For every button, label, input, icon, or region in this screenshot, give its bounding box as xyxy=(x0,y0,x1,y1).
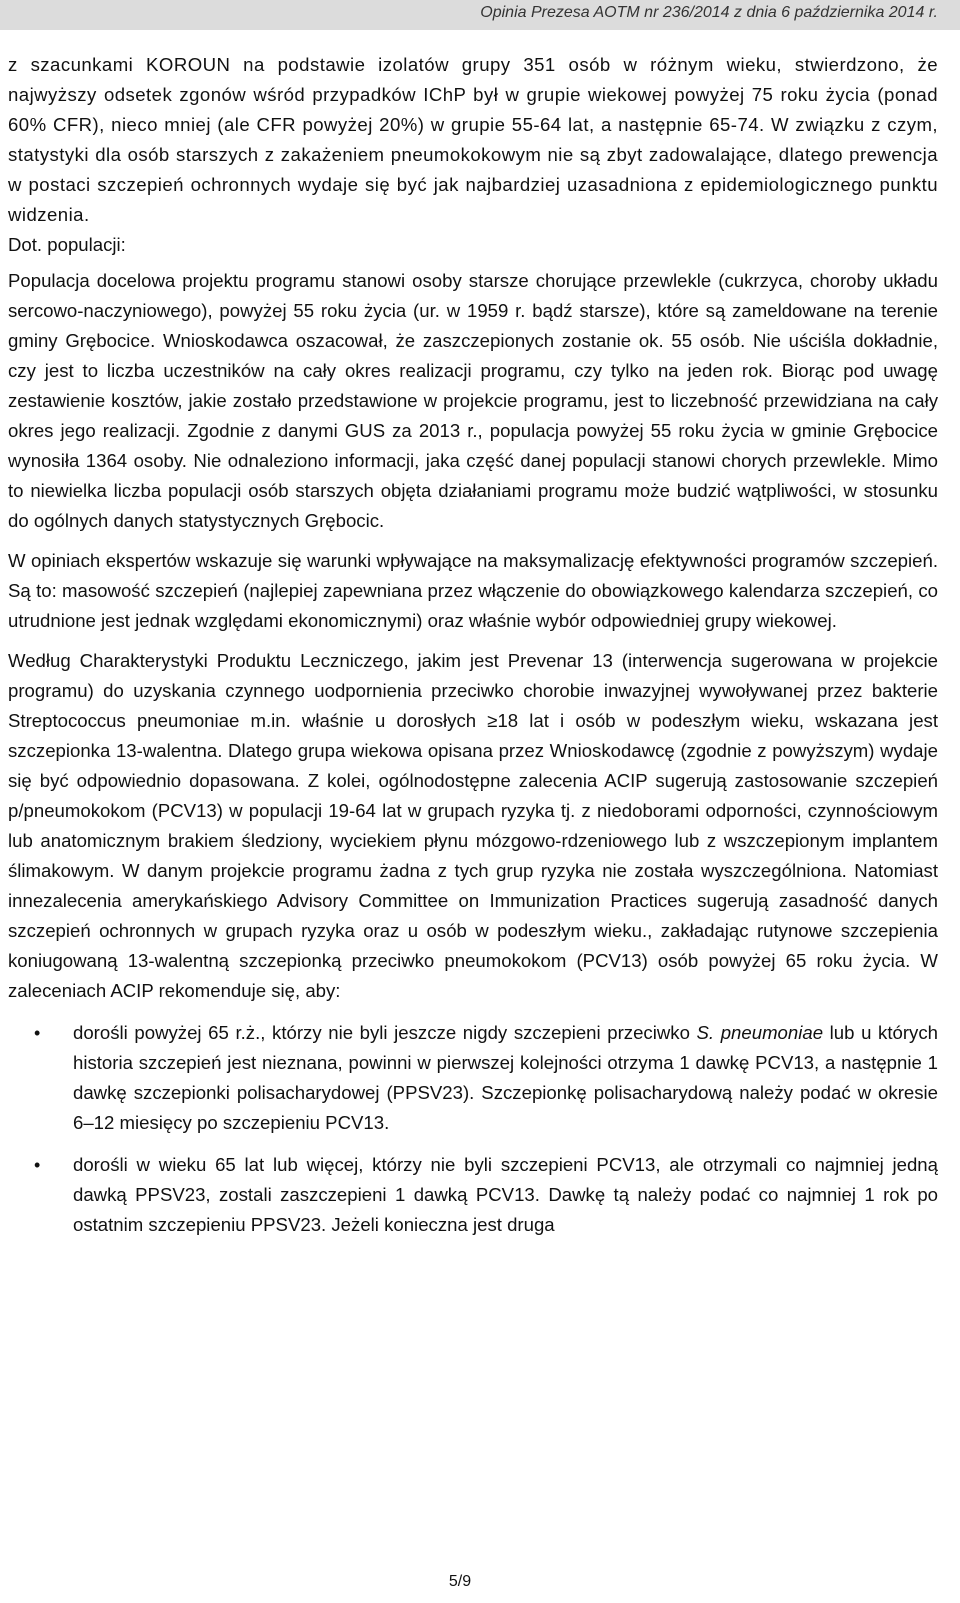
page-number: 5/9 xyxy=(448,1573,472,1590)
recommendation-list xyxy=(8,1018,938,1240)
bullet-1-species-name: S. pneumoniae xyxy=(696,1022,824,1043)
paragraph-3: W opiniach ekspertów wskazuje się warunki wpływające na maksymalizację efektywności programów szczepień. Są to: masowość szczepień (najlepiej zapewniana przez włączenie do obowiązkowego kalendarza szczepień, co utrudnione jest jednak względami ekonomicznymi) oraz właśnie wybór odpowiedniej grupy wiekowej. xyxy=(8,550,938,631)
header-title: Opinia Prezesa AOTM nr 236/2014 z dnia 6 października 2014 r. xyxy=(480,4,938,21)
list-item xyxy=(8,1150,938,1240)
bullet-icon: • xyxy=(34,1155,41,1175)
section-label-population: Dot. populacji: xyxy=(8,234,126,255)
page-header xyxy=(0,0,960,30)
bullet-1-text-end: lub u których historia szczepień jest nieznana, powinni w pierwszej kolejności otrzyma 1 dawkę PCV13, a następnie 1 dawkę szczepionki polisacharydowej (PPSV23). Szczepionkę polisacharydową należy podać w okresie 6–12 miesięcy po szczepieniu PCV13. xyxy=(73,1022,938,1133)
document-body xyxy=(8,50,938,1240)
bullet-icon: • xyxy=(34,1023,41,1043)
paragraph-2: Populacja docelowa projektu programu stanowi osoby starsze chorujące przewlekle (cukrzyca, choroby układu sercowo-naczyniowego), powyżej 55 roku życia (ur. w 1959 r. bądź starsze), które są zameldowane na terenie gminy Grębocice. Wnioskodawca oszacował, że zaszczepionych zostanie ok. 55 osób. Nie uściśla dokładnie, czy jest to liczba uczestników na cały okres realizacji programu, czy tylko na jeden rok. Biorąc pod uwagę zestawienie kosztów, jakie zostało przedstawione w projekcie programu, jest to liczebność przewidziana na cały okres jego realizacji. Zgodnie z danymi GUS za 2013 r., populacja powyżej 55 roku życia w gminie Grębocice wynosiła 1364 osoby. Nie odnaleziono informacji, jaka część danej populacji stanowi chorych przewlekle. Mimo to niewielka liczba populacji osób starszych objęta działaniami programu może budzić wątpliwości, w stosunku do ogólnych danych statystycznych Grębocic. xyxy=(8,270,938,531)
bullet-1-text-start: dorośli powyżej 65 r.ż., którzy nie byli jeszcze nigdy szczepieni przeciwko xyxy=(73,1022,697,1043)
bullet-2-text: dorośli w wieku 65 lat lub więcej, którzy nie byli szczepieni PCV13, ale otrzymali co najmniej jedną dawką PPSV23, zostali zaszczepieni 1 dawką PCV13. Dawkę tą należy podać co najmniej 1 rok po ostatnim szczepieniu PPSV23. Jeżeli konieczna jest druga xyxy=(73,1154,938,1235)
paragraph-1: z szacunkami KOROUN na podstawie izolatów grupy 351 osób w różnym wieku, stwierdzono, że najwyższy odsetek zgonów wśród przypadków IChP był w grupie wiekowej powyżej 75 roku życia (ponad 60% CFR), nieco mniej (ale CFR powyżej 20%) w grupie 55-64 lat, a następnie 65-74. W związku z czym, statystyki dla osób starszych z zakażeniem pneumokokowym nie są zbyt zadowalające, dlatego prewencja w postaci szczepień ochronnych wydaje się być jak najbardziej uzasadniona z epidemiologicznego punktu widzenia. xyxy=(8,54,938,225)
paragraph-4: Według Charakterystyki Produktu Leczniczego, jakim jest Prevenar 13 (interwencja sugerowana w projekcie programu) do uzyskania czynnego uodpornienia przeciwko chorobie inwazyjnej wywoływanej przez bakterie Streptococcus pneumoniae m.in. właśnie u dorosłych ≥18 lat i osób w podeszłym wieku, wskazana jest szczepionka 13-walentna. Dlatego grupa wiekowa opisana przez Wnioskodawcę (zgodnie z powyższym) wydaje się być odpowiednio dopasowana. Z kolei, ogólnodostępne zalecenia ACIP sugerują zastosowanie szczepień p/pneumokokom (PCV13) w populacji 19-64 lat w grupach ryzyka tj. z niedoborami odporności, czynnościowym lub anatomicznym brakiem śledziony, wyciekiem płynu mózgowo-rdzeniowego lub z wszczepionym implantem ślimakowym. W danym projekcie programu żadna z tych grup ryzyka nie została wyszczególniona. Natomiast innezalecenia amerykańskiego Advisory Committee on Immunization Practices sugerują zasadność danych szczepień ochronnych w grupach ryzyka oraz u osób w podeszłym wieku., zakładając rutynowe szczepienia koniugowaną 13-walentną szczepionką przeciwko pneumokokom (PCV13) osób powyżej 65 roku życia. W zaleceniach ACIP rekomenduje się, aby: xyxy=(8,650,938,1001)
list-item xyxy=(8,1018,938,1138)
